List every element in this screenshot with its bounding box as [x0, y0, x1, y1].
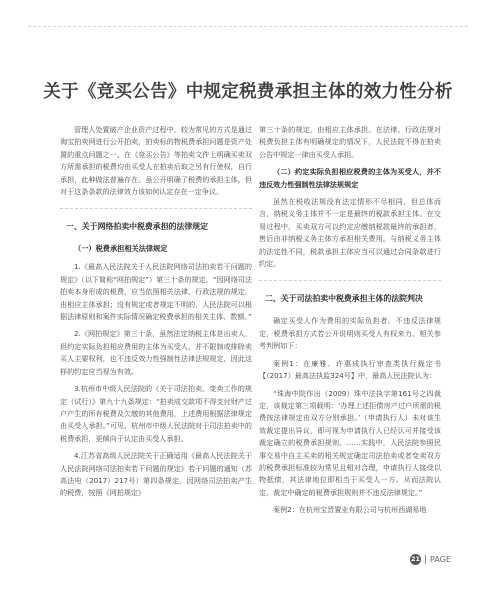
body-paragraph: 第三十条的规定，由相应主体承担。在法律、行政法规对税费负担主体有明确规定的情况下，人民法院不得在拍卖公告中规定一律由买受人承担。 [259, 125, 441, 159]
section-divider [60, 208, 252, 209]
body-paragraph: 4.江苏省高级人民法院关于正确适用《最高人民法院关于人民法院网络司法拍卖若干问题的规定》若干问题的通知（苏高法电（2017）217号）第四条规定，因网络司法拍卖产生的税费，按照《网拍规定》 [60, 451, 252, 498]
intro-paragraph: 管理人处置破产企业资产过程中，较为常见的方式是通过淘宝拍卖网进行公开拍卖，拍卖标的物税费承担问题是资产处置的重点问题之一。在《竞买公告》等拍卖文件上明确买卖双方所需承担的税费均由买受人在拍卖后取之另有行使权，自行承担，此种做法普遍存在。虽公开明确了税费的承担主体，但对于这条条款的法律效力该如何认定存在一定争议。 [60, 125, 252, 197]
footer-separator [425, 555, 426, 564]
body-paragraph: 3.杭州市中级人民法院的《关于司法拍卖、变卖工作的规定（试行）》第九十九条规定：“拍卖成交款项不得支付财产过户产生的所有税费及欠缴的其他费用，上述费用根据法律规定由买受人承担。”可见，杭州市中级人民法院对于司法拍卖中的税费承担，更倾向于认定由买受人承担。 [60, 384, 252, 443]
page-footer [410, 553, 451, 565]
subsection-heading-2: （二）约定实际负担相应税费的主体为买受人，并不违反效力性强制性法律法规规定 [259, 167, 441, 189]
page-label: PAGE [430, 554, 451, 564]
body-paragraph: 虽然在税收法规没有法定情形不尽相同，但总体而言，纳税义务主体并不一定是最终的税款承担主体。在交易过程中，买卖双方可以约定应缴纳税款最终的承担者，售后由非纳税义务主体方承担相关费用。与纳税义务主体的法定性不同，税款承担主体应当可以通过合同条款进行约定。 [259, 197, 441, 269]
left-column [60, 124, 252, 505]
body-paragraph: 2.《网拍规定》第三十条，虽然法定纳税主体是出卖人，但约定实际负担相应费用的主体为买受人，并不限制或排除卖买人主要权利，也不违反效力性强制性法律法规规定，因此这样的约定应当视为有效。 [60, 329, 252, 376]
right-column [259, 124, 441, 522]
section-heading-1: 一、关于网络拍卖中税费承担的法律规定 [66, 222, 209, 232]
body-paragraph: 确定买受人作为费用的实际负担者，不违反法律规定，税费承担方式若公开说明则买受人有权来力。相关参考判例如下： [259, 316, 441, 351]
case-paragraph: 案例2：在杭州宝晋置业有限公司与杭州西湖易地 [273, 505, 427, 515]
subsection-heading-1: （一）税费承担相关法律规定 [74, 244, 168, 254]
top-divider [28, 26, 468, 27]
section-divider [259, 280, 441, 281]
quote-paragraph: “珠海中院作出（2009）珠中法执字第161号之四裁定，该裁定第三项载明：‘办理上述拒债房产过户所需的税费按法律规定由双方分别承担。’（申请执行人）未对该生效裁定提出异议，即可视为申请执行人已经认可并接受该裁定确立的税费承担规则。……实践中，人民法院参照民事交易中自主买卖的相关规定确定司法拍卖或者变卖双方的税费承担标准较为常见且相对合理，申请执行人接受以物抵债，其法律地位即相当于买受人一方。从而法院认定，裁定中确定的税费承担规则并不违反法律规定。” [259, 388, 441, 497]
article-title: 关于《竞买公告》中规定税费承担主体的效力性分析 [43, 81, 453, 102]
case-paragraph: 案例1：在廉雅、许惠成执行审查类执行裁定书【（2017）最高法执监324号】中，最高人民法院认为： [259, 358, 441, 381]
section-heading-2: 二、关于司法拍卖中税费承担主体的法院判决 [265, 294, 423, 304]
page-number: 21 [410, 555, 421, 563]
body-paragraph: 1.《最高人民法院关于人民法院网络司法拍卖若干问题的规定》（以下简称“网拍规定”）第三十条的规定，“因网络司法拍卖本身形成的税费，应当依照相关法律、行政法规的规定，由相应主体承担；没有规定或者规定不明的，人民法院可以根据法律原则和案件实际情况确定税费承担的相关主体、数额。” [60, 262, 252, 322]
